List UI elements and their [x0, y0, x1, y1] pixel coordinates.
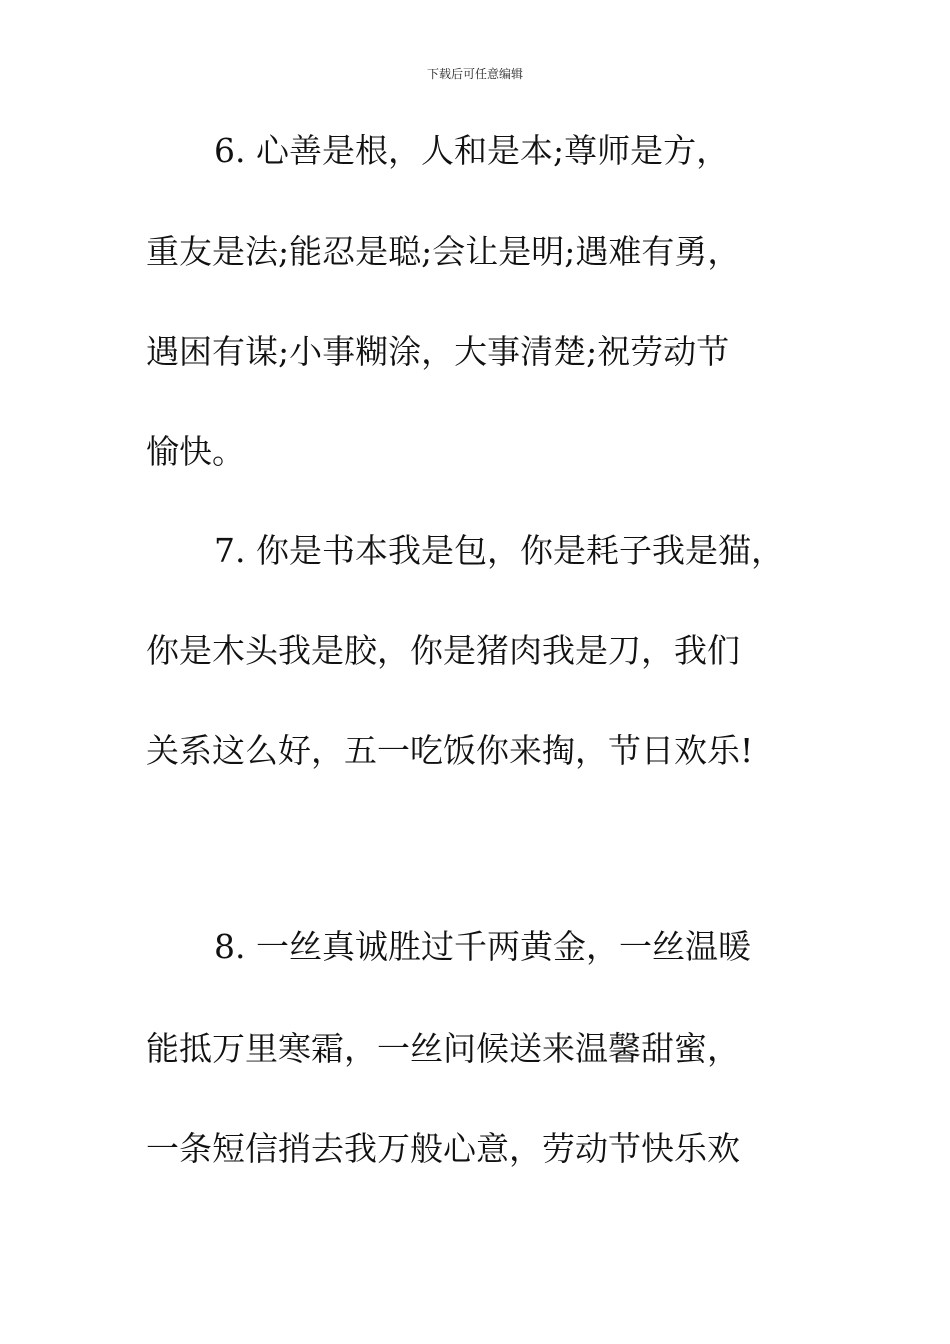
paragraph-line: 一条短信捎去我万般心意，劳动节快乐欢 [146, 1129, 740, 1168]
paragraph-line: 6. 心善是根，人和是本;尊师是方， [214, 131, 730, 170]
paragraph-line: 8. 一丝真诚胜过千两黄金，一丝温暖 [214, 927, 751, 966]
paragraph-line: 遇困有谋;小事糊涂，大事清楚;祝劳动节 [146, 332, 730, 371]
paragraph-line: 7. 你是书本我是包，你是耗子我是猫， [214, 531, 784, 570]
paragraph-line: 重友是法;能忍是聪;会让是明;遇难有勇， [146, 232, 741, 271]
paragraph-line: 能抵万里寒霜，一丝问候送来温馨甜蜜， [146, 1029, 740, 1068]
page-header: 下载后可任意编辑 [426, 67, 523, 81]
paragraph-line: 你是木头我是胶，你是猪肉我是刀，我们 [146, 631, 740, 670]
paragraph-line: 愉快。 [146, 432, 245, 471]
paragraph-line: 关系这么好，五一吃饭你来掏，节日欢乐! [146, 731, 754, 770]
